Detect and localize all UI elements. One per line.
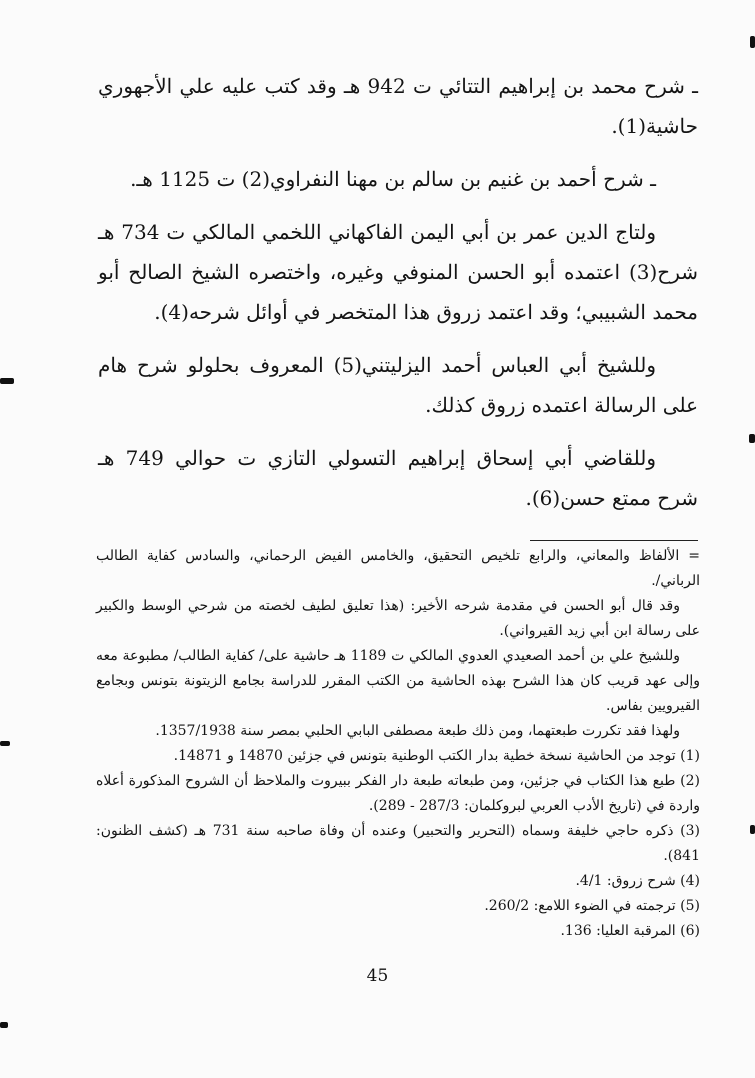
- scan-mark-right-middle: [749, 434, 755, 443]
- paragraph-nafrawi-commentary: ـ شرح أحمد بن غنيم بن سالم بن مهنا النفراوي(2) ت 1125 هـ.: [130, 167, 656, 191]
- footnote-continuation: = الألفاظ والمعاني، والرابع تلخيص التحقيق، والخامس الفيض الرحماني، والسادس كفاية الطالب الرباني/.: [96, 548, 700, 589]
- scan-mark-left-middle: [0, 378, 14, 384]
- scan-mark-top-right: [750, 36, 755, 48]
- paragraph-yazliteni-commentary: وللشيخ أبي العباس أحمد اليزليتني(5) المعروف بحلولو شرح هام على الرسالة اعتمده زروق كذلك.: [98, 353, 698, 417]
- footnote-editions: ولهذا فقد تكررت طبعتهما، ومن ذلك طبعة مصطفى البابي الحلبي بمصر سنة 1357/1938.: [155, 723, 680, 739]
- footnote-1: (1) توجد من الحاشية نسخة خطية بدار الكتب الوطنية بتونس في جزئين 14870 و 14871.: [173, 748, 700, 764]
- paragraph-fakihani-commentary: ولتاج الدين عمر بن أبي اليمن الفاكهاني اللخمي المالكي ت 734 هـ شرح(3) اعتمده أبو الحسن المنوفي وغيره، واختصره الشيخ الصالح أبو محمد الشبيبي؛ وقد اعتمد زروق هذا المتخصر في أوائل شرحه(4).: [98, 220, 698, 324]
- footnote-5: (5) ترجمته في الضوء اللامع: 260/2.: [484, 898, 700, 914]
- footnote-4: (4) شرح زروق: 4/1.: [575, 873, 700, 889]
- footnotes-block: [96, 544, 700, 944]
- main-text-block: [98, 66, 698, 531]
- footnote-adawi-hashiya: وللشيخ علي بن أحمد الصعيدي العدوي المالكي ت 1189 هـ حاشية على/ كفاية الطالب/ مطبوعة معه وإلى عهد قريب كان هذا الشرح بهذه الحاشية من الكتب المقرر للدراسة بجامع الزيتونة بتونس وبجامع القيرويين بفاس.: [96, 648, 700, 714]
- footnote-abulhasan-quote: وقد قال أبو الحسن في مقدمة شرحه الأخير: (هذا تعليق لطيف لخصته من شرحي الوسط والكبير على رسالة ابن أبي زيد القيرواني).: [96, 598, 700, 639]
- paragraph-tatai-commentary: ـ شرح محمد بن إبراهيم التتائي ت 942 هـ وقد كتب عليه علي الأجهوري حاشية(1).: [98, 74, 698, 138]
- footnote-2: (2) طبع هذا الكتاب في جزئين، ومن طبعاته طبعة دار الفكر ببيروت والملاحظ أن الشروح المذكورة أعلاه واردة في (تاريخ الأدب العربي لبروكلمان: 287/3 - 289).: [96, 773, 700, 814]
- footnote-3: (3) ذكره حاجي خليفة وسماه (التحرير والتحبير) وعنده أن وفاة صاحبه سنة 731 هـ (كشف الظنون: 841).: [96, 823, 701, 864]
- page-number: 45: [366, 966, 389, 986]
- footnote-6: (6) المرقبة العليا: 136.: [560, 923, 700, 939]
- paragraph-tasuli-commentary: وللقاضي أبي إسحاق إبراهيم التسولي التازي ت حوالي 749 هـ شرح ممتع حسن(6).: [98, 446, 698, 510]
- scan-mark-left-bottom: [0, 1022, 8, 1028]
- footnote-separator: [530, 540, 698, 541]
- scan-mark-left-lower: [0, 741, 10, 746]
- scan-mark-right-lower: [750, 825, 755, 834]
